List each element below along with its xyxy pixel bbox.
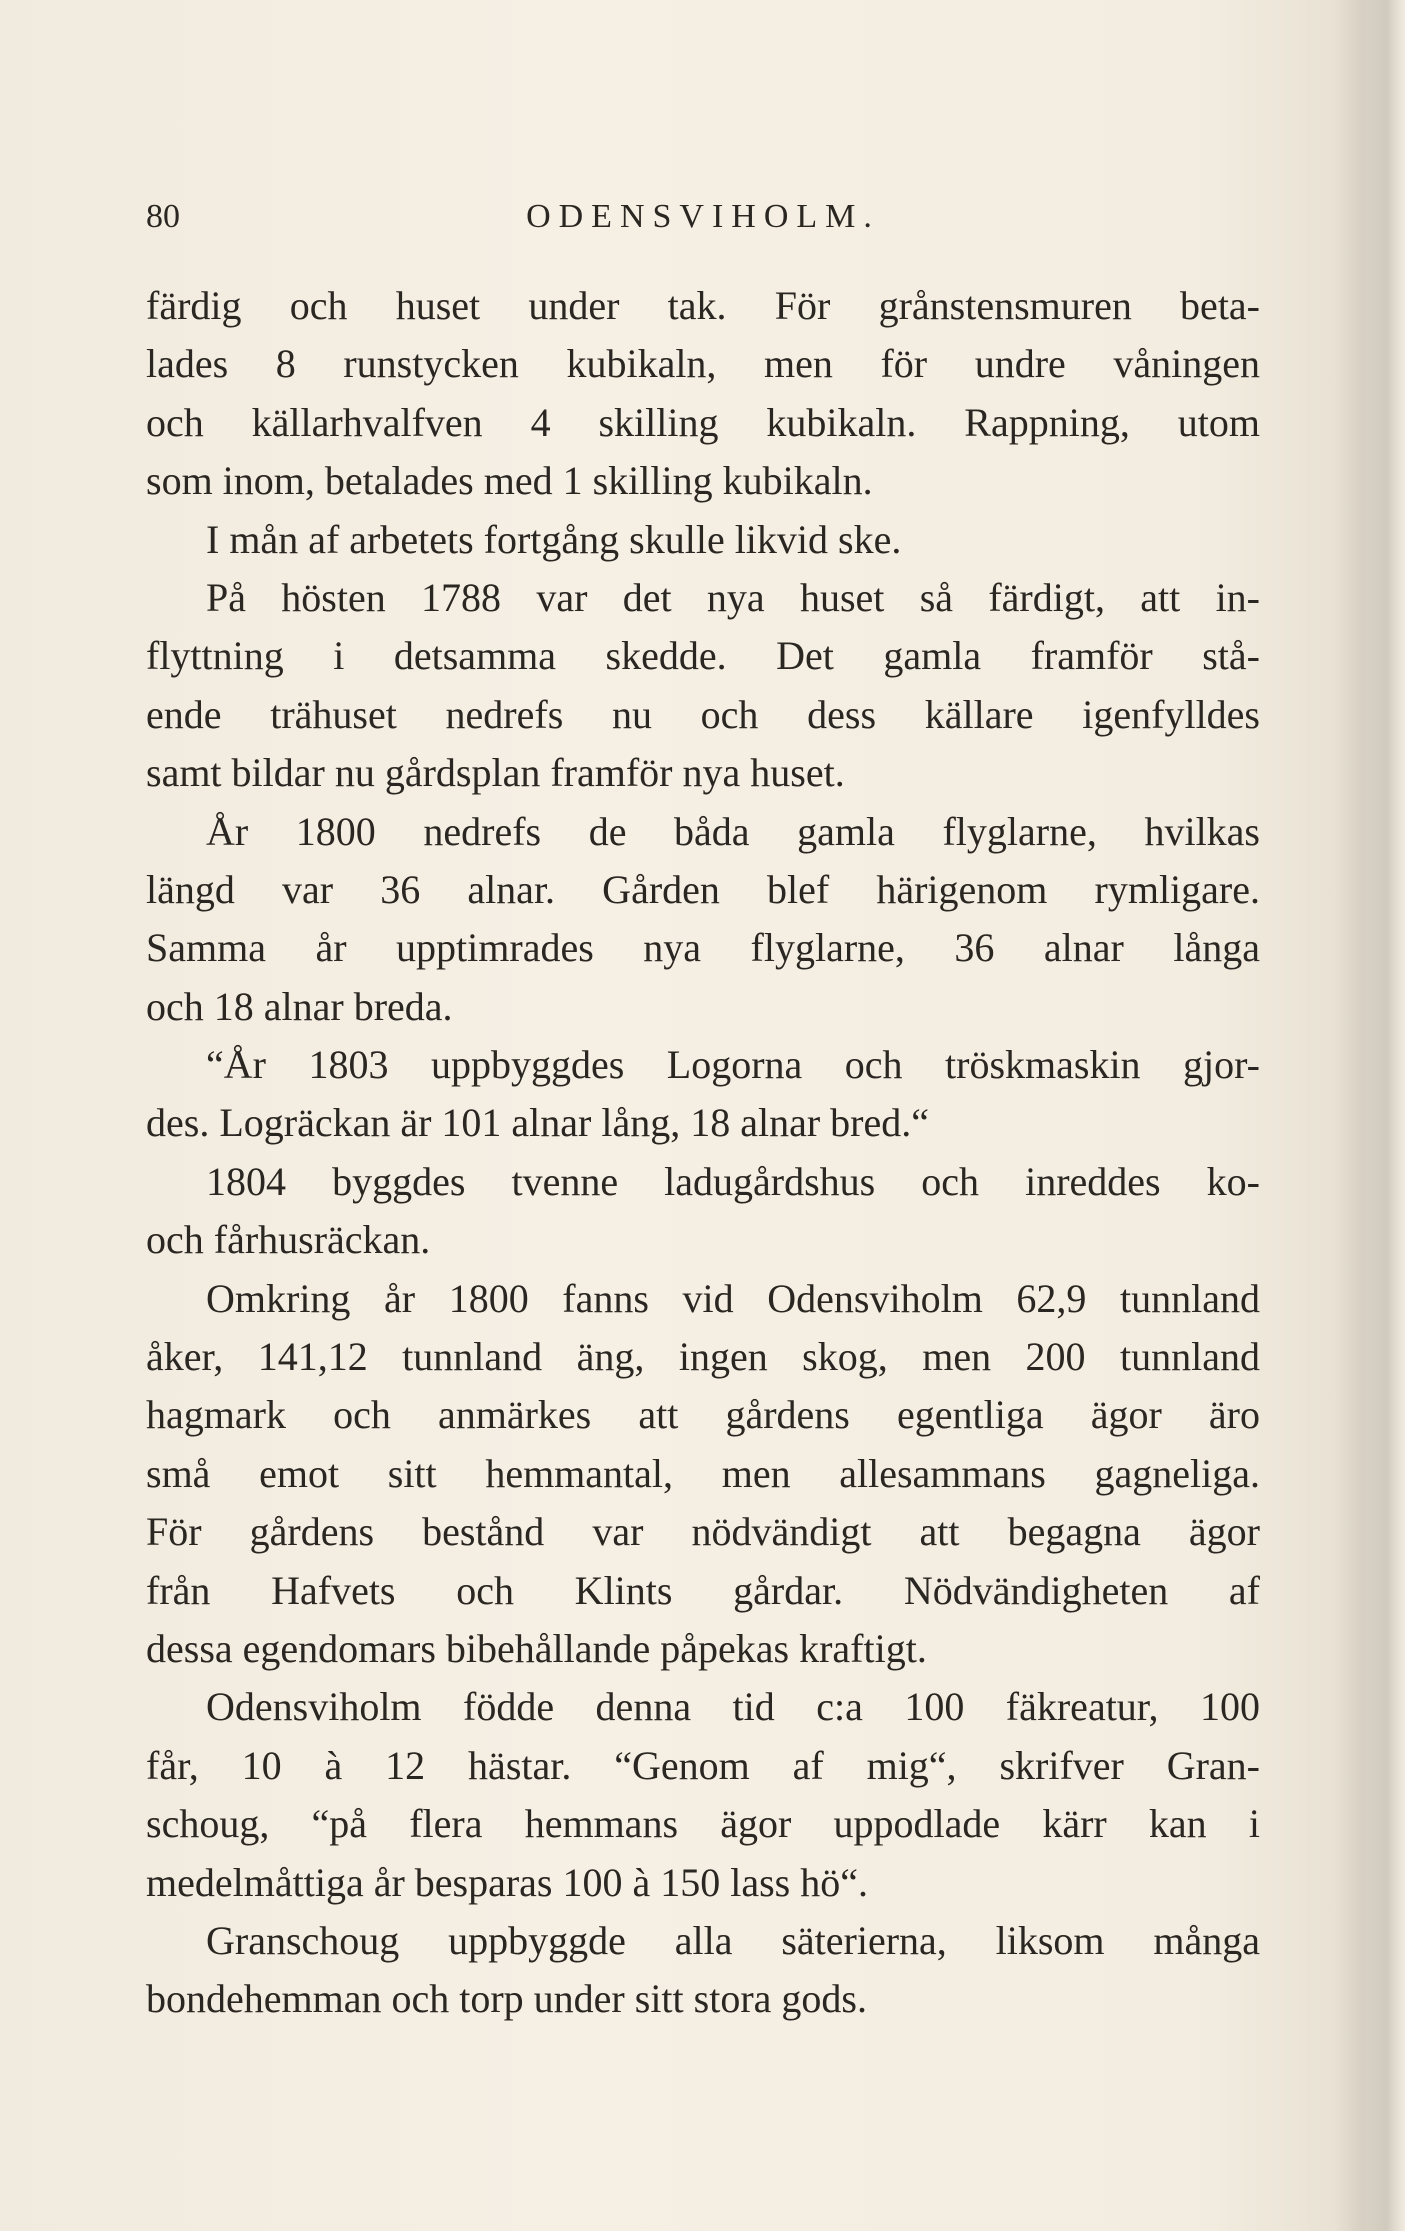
text-line: flyttning i detsamma skedde. Det gamla framför stå- [146,633,1260,679]
text-line: får, 10 à 12 hästar. “Genom af mig“, skrifver Gran- [146,1742,1260,1788]
page-header [146,192,1260,242]
page-number: 80 [146,198,180,235]
text-line: 1804 byggdes tvenne ladugårdshus och inreddes ko- [206,1158,1260,1204]
text-line: som inom, betalades med 1 skilling kubikaln. [146,458,873,504]
text-line: Odensviholm födde denna tid c:a 100 fäkreatur, 100 [206,1684,1260,1730]
text-line: åker, 141,12 tunnland äng, ingen skog, men 200 tunnland [146,1334,1260,1380]
text-line: och fårhusräckan. [146,1217,431,1263]
text-line: År 1800 nedrefs de båda gamla flyglarne, hvilkas [206,808,1260,854]
text-line: bondehemman och torp under sitt stora gods. [146,1976,867,2022]
text-line: ende trähuset nedrefs nu och dess källare igenfylldes [146,691,1260,737]
text-line: Omkring år 1800 fanns vid Odensviholm 62,9 tunnland [206,1275,1260,1321]
text-line: och 18 alnar breda. [146,983,453,1029]
text-line: medelmåttiga år besparas 100 à 150 lass hö“. [146,1859,868,1905]
text-line: och källarhvalfven 4 skilling kubikaln. Rappning, utom [146,399,1260,445]
text-line: samt bildar nu gårdsplan framför nya huset. [146,750,845,796]
text-line: schoug, “på flera hemmans ägor uppodlade kärr kan i [146,1801,1260,1847]
text-line: På hösten 1788 var det nya huset så färdigt, att in- [206,574,1260,620]
text-line: Samma år upptimrades nya flyglarne, 36 alnar långa [146,925,1260,971]
text-line: “År 1803 uppbyggdes Logorna och tröskmaskin gjor- [206,1042,1260,1088]
text-line: små emot sitt hemmantal, men allesammans gagneliga. [146,1450,1260,1496]
text-line: längd var 36 alnar. Gården blef härigenom rymligare. [146,866,1260,912]
body-text [146,277,1260,2029]
text-line: lades 8 runstycken kubikaln, men för undre våningen [146,341,1260,387]
running-title: ODENSVIHOLM. [526,198,880,235]
text-line: från Hafvets och Klints gårdar. Nödvändigheten af [146,1567,1260,1613]
text-line: des. Logräckan är 101 alnar lång, 18 alnar bred.“ [146,1100,929,1146]
text-line: För gårdens bestånd var nödvändigt att begagna ägor [146,1509,1260,1555]
text-line: hagmark och anmärkes att gårdens egentliga ägor äro [146,1392,1260,1438]
text-line: Granschoug uppbyggde alla säterierna, liksom många [206,1917,1260,1963]
text-line: dessa egendomars bibehållande påpekas kraftigt. [146,1625,927,1671]
text-line: I mån af arbetets fortgång skulle likvid ske. [206,516,902,562]
text-line: färdig och huset under tak. För grånstensmuren beta- [146,283,1260,328]
page-edge-shadow [1365,0,1405,2231]
